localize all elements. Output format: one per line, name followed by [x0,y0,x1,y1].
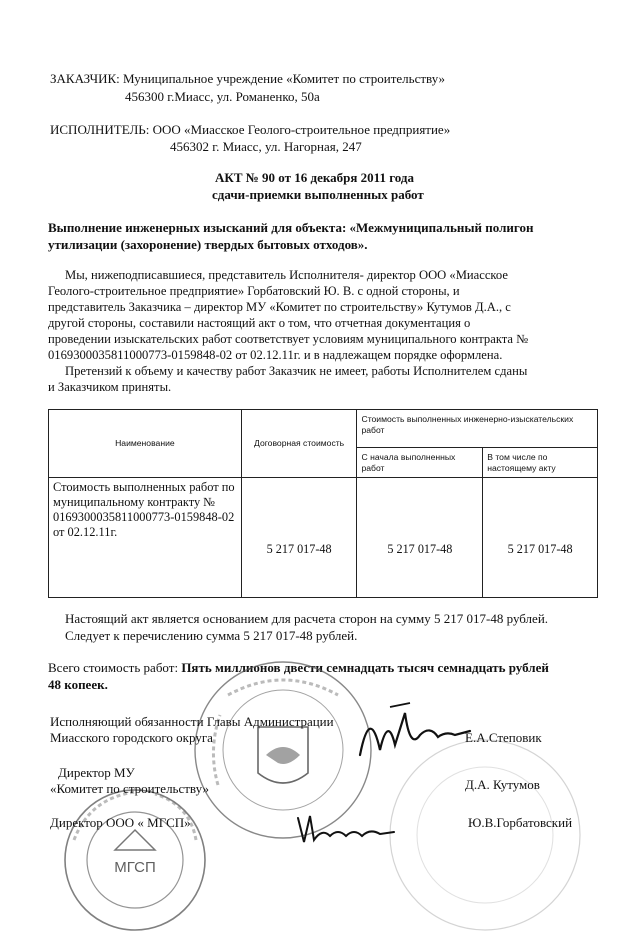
body-line: Претензий к объему и качеству работ Заказчик не имеет, работы Исполнителем сданы [65,364,528,378]
customer-address: 456300 г.Миасс, ул. Романенко, 50а [125,89,320,104]
col-header-name: Наименование [49,410,242,478]
cell-contract: 5 217 017-48 [241,478,357,598]
basis-line-2: Следует к перечислению сумма 5 217 017-48 рублей. [65,628,358,643]
sign2-name: Д.А. Кутумов [465,777,540,792]
col-header-this-act: В том числе по настоящему акту [483,448,598,478]
sign2-title-line2: «Комитет по строительству» [50,781,209,796]
col-header-contract: Договорная стоимость [241,410,357,478]
act-subtitle: сдачи-приемки выполненных работ [212,187,424,202]
total-words: Пять миллионов двести семнадцать тысяч семнадцать рублей [181,660,549,675]
mgsp-seal-stamp [60,780,210,940]
col-header-since-start: С начала выполненных работ [357,448,483,478]
subject-line-2: утилизации (захоронение) твердых бытовых отходов». [48,237,368,252]
cost-table [48,409,598,598]
body-line: 0169300035811000773-0159848-02 от 02.12.11г. и в надлежащем порядке оформлена. [48,348,503,362]
contractor-line [50,122,450,138]
body-line: представитель Заказчика – директор МУ «Комитет по строительству» Кутумов Д.А., с [48,300,511,314]
sign1-name: Е.А.Степовик [465,730,542,745]
body-line: и Заказчиком приняты. [48,380,172,394]
contractor-address: 456302 г. Миасс, ул. Нагорная, 247 [170,139,362,154]
body-line: Мы, нижеподписавшиеся, представитель Исполнителя- директор ООО «Миасское [65,268,508,282]
mgsp-seal-text: МГСП [114,859,156,876]
total-words-2: 48 копеек. [48,677,108,692]
act-title: АКТ № 90 от 16 декабря 2011 года [215,170,414,185]
basis-line-1: Настоящий акт является основанием для расчета сторон на сумму 5 217 017-48 рублей. [65,611,549,626]
sign3-name: Ю.В.Горбатовский [468,815,573,830]
body-line: другой стороны, составили настоящий акт о том, что отчетная документация о [48,316,471,330]
cell-since-start: 5 217 017-48 [357,478,483,598]
col-header-cost-group: Стоимость выполненных инженерно-изыскательских работ [357,410,598,448]
signature-gorbatovsky [290,808,400,848]
customer-line [50,71,445,87]
cell-this-act: 5 217 017-48 [483,478,598,598]
subject-line-1: Выполнение инженерных изысканий для объекта: «Межмуниципальный полигон [48,220,534,235]
contractor-label: ИСПОЛНИТЕЛЬ: [50,122,150,137]
sign3-title: Директор ООО « МГСП» [50,815,191,830]
table-row [49,478,598,598]
contractor-name: ООО «Миасское Геолого-строительное предприятие» [152,122,451,137]
customer-name: Муниципальное учреждение «Комитет по строительству» [123,71,446,86]
body-line: Геолого-строительное предприятие» Горбатовский Ю. В. с одной стороны, и [48,284,460,298]
sign2-title-line1: Директор МУ [58,765,135,780]
sign1-title-line1: Исполняющий обязанности Главы Администрации [50,714,334,729]
cell-name: Стоимость выполненных работ по муниципальному контракту № 0169300035811000773-0159848-02 от 02.12.11г. [49,478,242,598]
customer-label: ЗАКАЗЧИК: [50,71,120,86]
sign1-title-line2: Миасского городского округа [50,730,213,745]
total-prefix: Всего стоимость работ: [48,660,179,675]
body-line: проведении изыскательских работ соответствует условиям муниципального контракта № [48,332,529,346]
signature-stepovik [350,695,480,765]
